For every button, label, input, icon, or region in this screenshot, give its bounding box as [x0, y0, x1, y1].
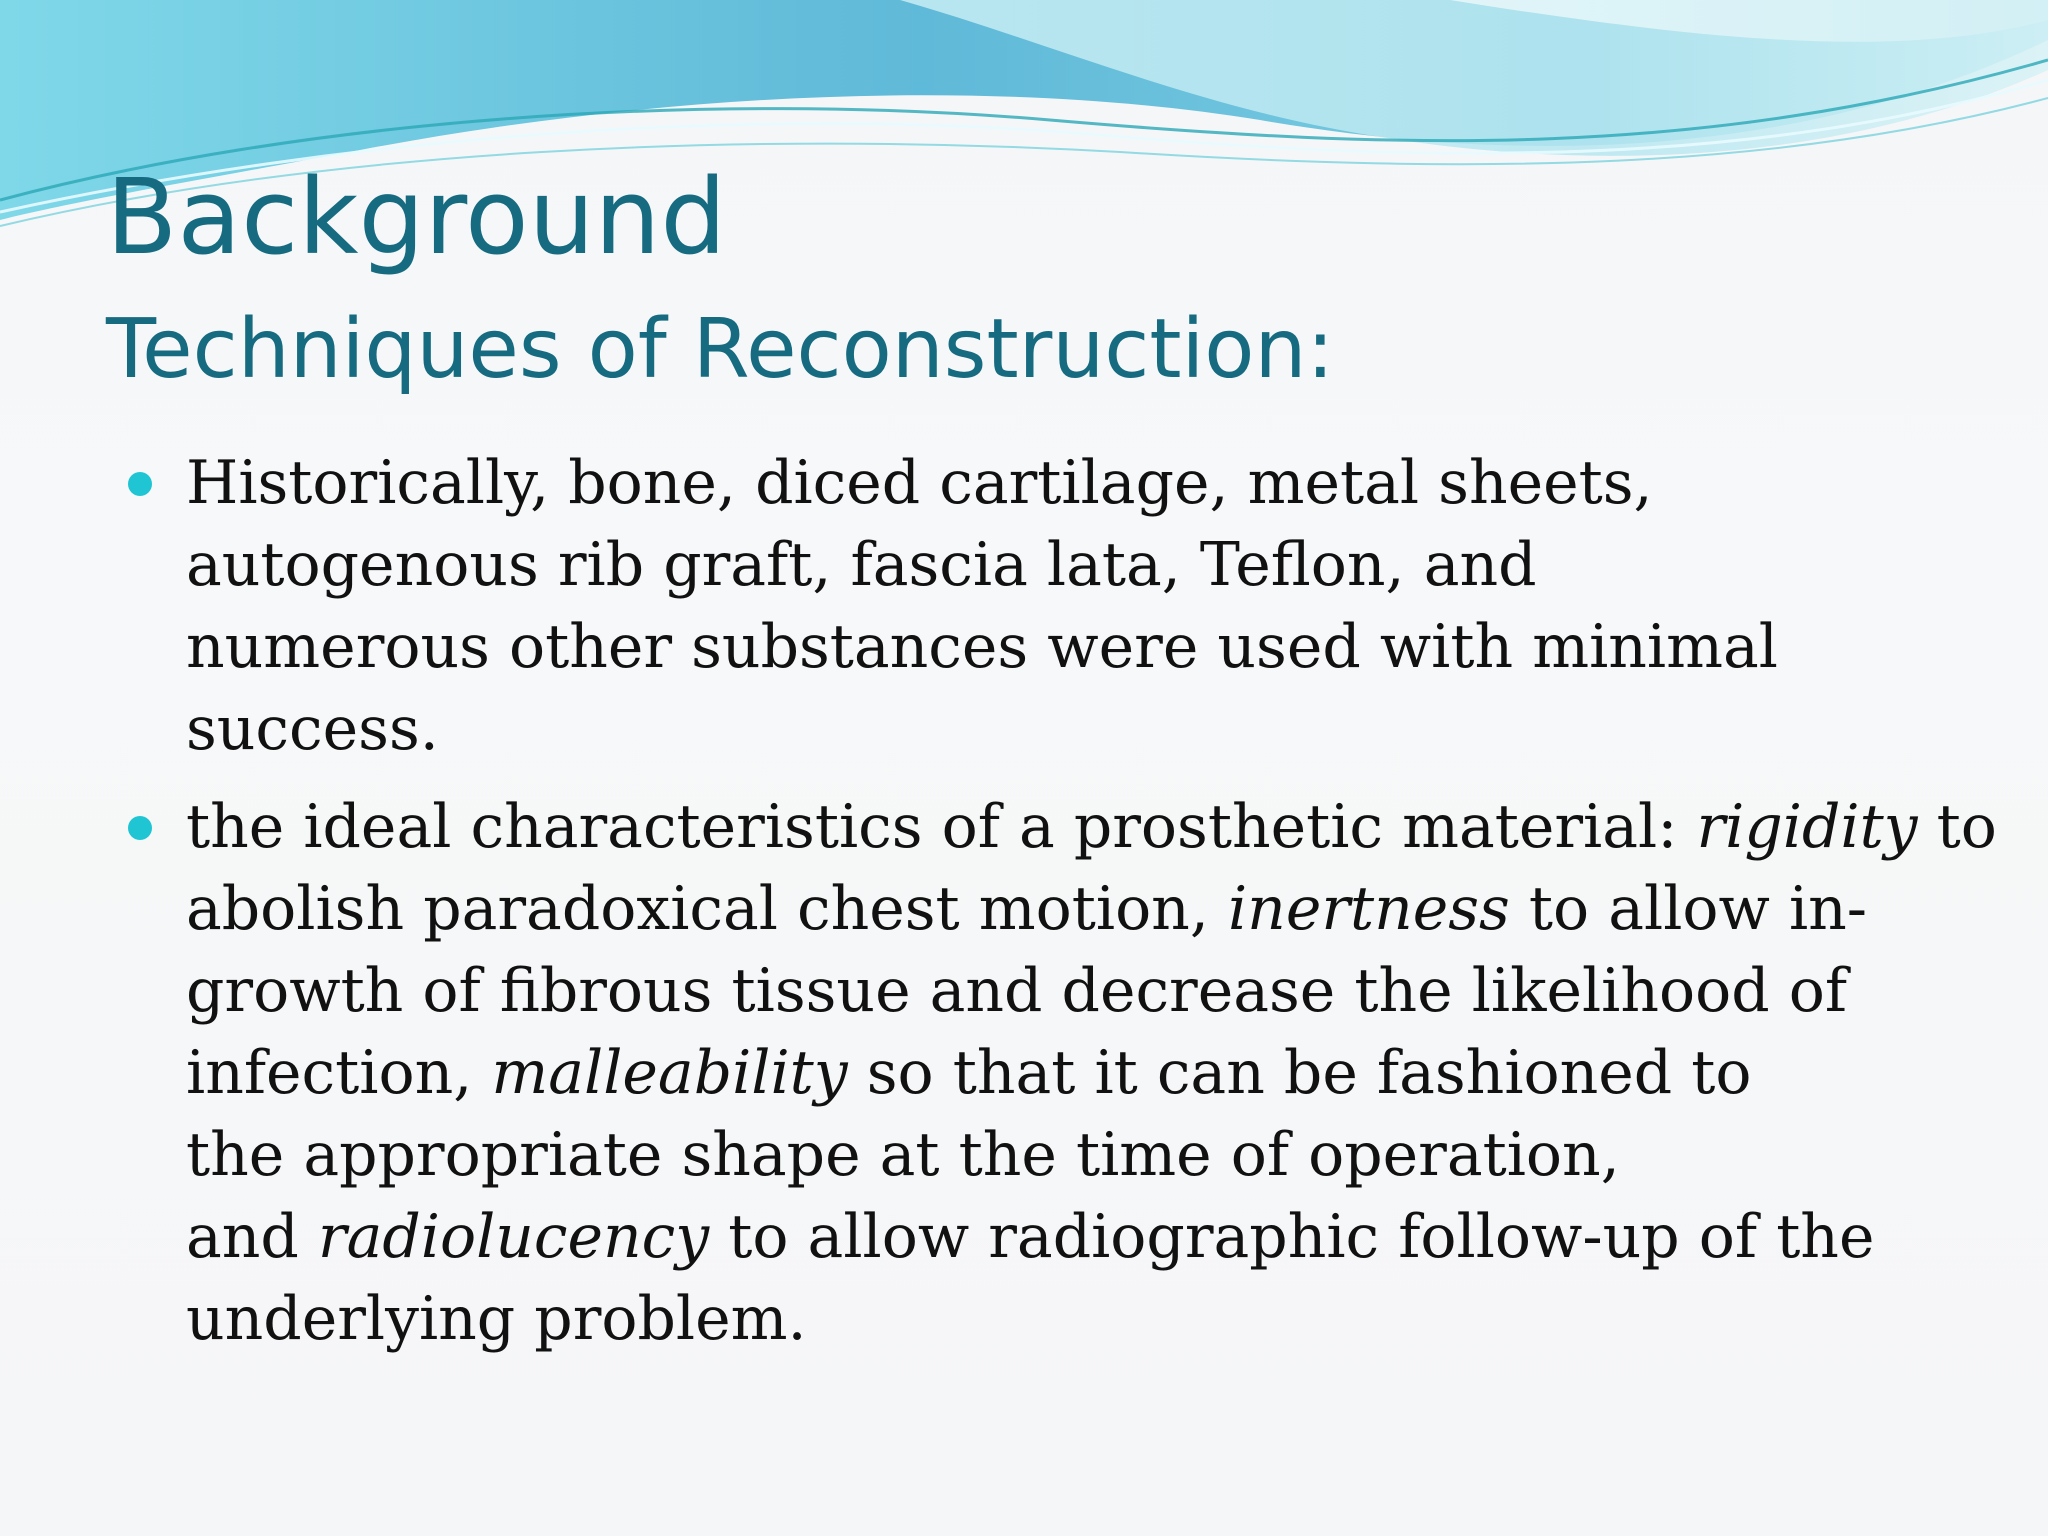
text-run: the ideal characteristics of a prosthetic material: [186, 792, 1697, 862]
text-run: the appropriate shape at the time of operation, [186, 1120, 1620, 1190]
bullet-line [186, 1196, 1988, 1278]
text-run: and [186, 1202, 318, 1272]
bullet-item-ideal-characteristics [128, 786, 1997, 1360]
bullet-line [186, 950, 1988, 1032]
bullet-line [186, 1032, 1988, 1114]
bullet-line [186, 786, 1997, 868]
italic-term-rigidity: rigidity [1696, 792, 1918, 862]
text-run: abolish paradoxical chest motion, [186, 874, 1228, 944]
bullet-item-materials [128, 442, 1988, 770]
bullet-list [128, 442, 1997, 1376]
text-run: underlying problem. [186, 1284, 807, 1354]
slide-subtitle: Techniques of Reconstruction: [106, 302, 1335, 397]
bullet-line [186, 606, 1988, 688]
text-run: numerous other substances were used with minimal [186, 612, 1778, 682]
text-run: autogenous rib graft, fascia lata, Teflon, and [186, 530, 1537, 600]
text-run: Historically, bone, diced cartilage, metal sheets, [186, 448, 1653, 518]
bullet-line [186, 1114, 1988, 1196]
bullet-dot-icon [128, 816, 152, 840]
bullet-line [186, 688, 1988, 770]
text-run: to allow radiographic follow-up of the [709, 1202, 1875, 1272]
text-run: infection, [186, 1038, 492, 1108]
italic-term-inertness: inertness [1227, 874, 1510, 944]
text-run: success. [186, 694, 439, 764]
text-run: to allow in- [1509, 874, 1868, 944]
italic-term-radiolucency: radiolucency [317, 1202, 710, 1272]
bullet-line [186, 442, 1988, 524]
bullet-line [186, 1278, 1988, 1360]
text-run: so that it can be fashioned to [847, 1038, 1752, 1108]
slide-title: Background [106, 156, 727, 278]
bullet-line [186, 524, 1988, 606]
bullet-line [186, 868, 1988, 950]
italic-term-malleability: malleability [491, 1038, 848, 1108]
bullet-dot-icon [128, 472, 152, 496]
text-run: growth of fibrous tissue and decrease the likelihood of [186, 956, 1848, 1026]
text-run: to [1917, 792, 1997, 862]
